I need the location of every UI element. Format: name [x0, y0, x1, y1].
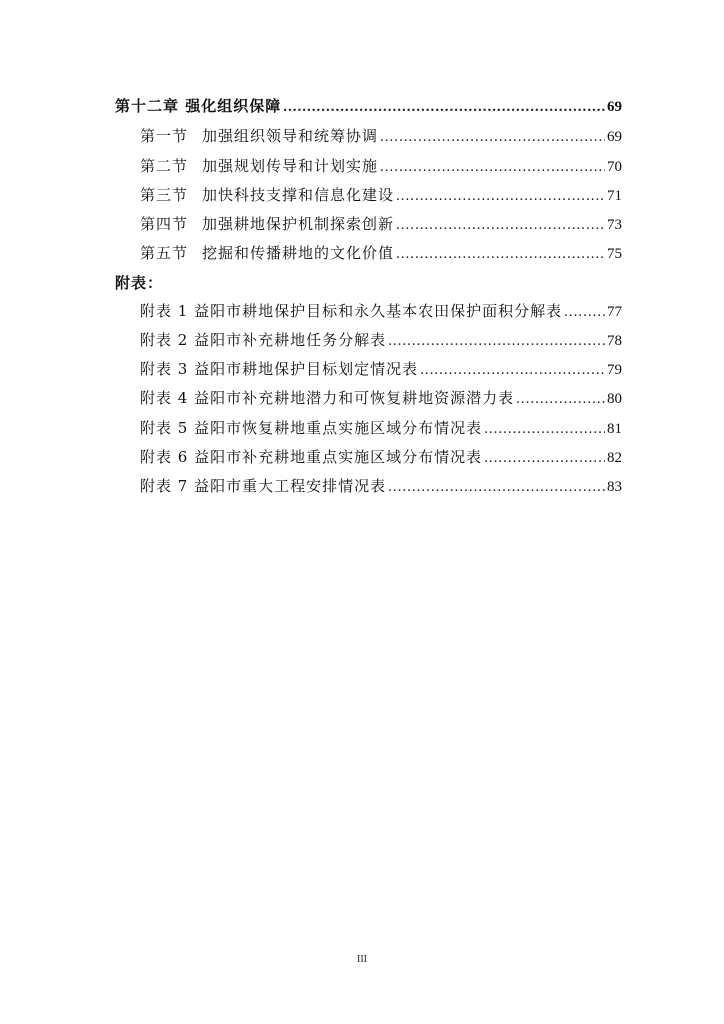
- toc-appendix-5[interactable]: [140, 419, 622, 438]
- toc-appendix-7[interactable]: [140, 477, 622, 496]
- dot-leader: [396, 187, 605, 205]
- appendix-page: 80: [607, 391, 622, 407]
- section-number: 第一节: [140, 127, 189, 145]
- toc-section-2[interactable]: [140, 157, 622, 176]
- section-title: 加强组织领导和统筹协调: [202, 127, 379, 145]
- section-page: 70: [607, 159, 622, 175]
- toc-appendix-1[interactable]: [140, 302, 622, 321]
- chapter-title: 第十二章 强化组织保障: [115, 97, 282, 115]
- section-title: 挖掘和传播耕地的文化价值: [202, 244, 395, 262]
- appendix-title: 附表 5 益阳市恢复耕地重点实施区域分布情况表: [140, 419, 483, 437]
- section-page: 75: [607, 246, 622, 262]
- dot-leader: [388, 478, 605, 496]
- toc-appendix-4[interactable]: [140, 389, 622, 408]
- section-title: 加快科技支撑和信息化建设: [202, 186, 395, 204]
- section-title: 加强耕地保护机制探索创新: [202, 215, 395, 233]
- toc-appendix-2[interactable]: [140, 331, 622, 350]
- dot-leader: [388, 332, 605, 350]
- dot-leader: [484, 420, 605, 438]
- toc-appendix-3[interactable]: [140, 360, 622, 379]
- section-page: 69: [607, 129, 622, 145]
- dot-leader: [380, 158, 605, 176]
- section-page: 71: [607, 188, 622, 204]
- dot-leader: [396, 245, 605, 263]
- dot-leader: [283, 98, 605, 116]
- dot-leader: [396, 216, 605, 234]
- toc-section-3[interactable]: [140, 186, 622, 205]
- dot-leader: [380, 128, 605, 146]
- appendix-page: 83: [607, 479, 622, 495]
- toc-section-5[interactable]: [140, 244, 622, 263]
- appendix-page: 77: [607, 304, 622, 320]
- appendix-title: 附表 3 益阳市耕地保护目标划定情况表: [140, 360, 419, 378]
- appendix-page: 78: [607, 333, 622, 349]
- section-number: 第四节: [140, 215, 189, 233]
- appendix-page: 81: [607, 421, 622, 437]
- toc-chapter-12[interactable]: [115, 97, 622, 116]
- appendix-title: 附表 7 益阳市重大工程安排情况表: [140, 477, 387, 495]
- appendix-title: 附表 1 益阳市耕地保护目标和永久基本农田保护面积分解表: [140, 302, 563, 320]
- section-number: 第五节: [140, 244, 189, 262]
- appendix-title: 附表 2 益阳市补充耕地任务分解表: [140, 331, 387, 349]
- footer-page-number: III: [357, 954, 367, 965]
- dot-leader: [516, 390, 605, 408]
- dot-leader: [484, 449, 605, 467]
- appendix-heading: 附表：: [115, 274, 164, 292]
- appendix-title: 附表 6 益阳市补充耕地重点实施区域分布情况表: [140, 448, 483, 466]
- section-page: 73: [607, 217, 622, 233]
- dot-leader: [564, 303, 605, 321]
- section-number: 第二节: [140, 157, 189, 175]
- chapter-page: 69: [607, 99, 622, 115]
- toc-appendix-6[interactable]: [140, 448, 622, 467]
- toc-section-1[interactable]: [140, 127, 622, 146]
- appendix-page: 79: [607, 362, 622, 378]
- section-title: 加强规划传导和计划实施: [202, 157, 379, 175]
- toc-section-4[interactable]: [140, 215, 622, 234]
- appendix-page: 82: [607, 450, 622, 466]
- section-number: 第三节: [140, 186, 189, 204]
- dot-leader: [420, 361, 605, 379]
- appendix-title: 附表 4 益阳市补充耕地潜力和可恢复耕地资源潜力表: [140, 389, 515, 407]
